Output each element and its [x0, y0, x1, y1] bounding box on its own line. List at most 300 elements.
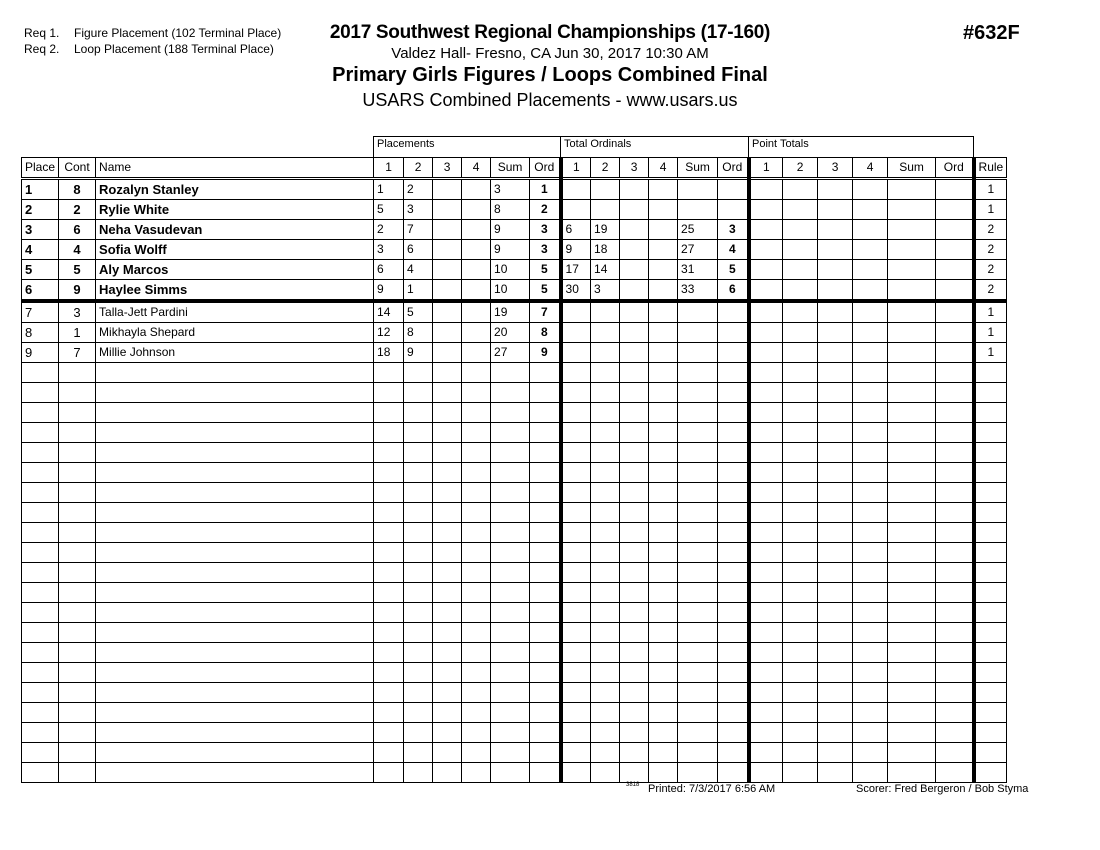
ordinal-judge-3 — [620, 743, 649, 763]
points-judge-4 — [853, 723, 888, 743]
ordinal-ord-cell — [718, 663, 749, 683]
points-judge-1 — [749, 179, 783, 200]
ordinal-judge-2 — [591, 663, 620, 683]
placement-judge-1: 2 — [374, 220, 404, 240]
place-cell: 3 — [22, 220, 59, 240]
ordinal-judge-4 — [649, 383, 678, 403]
ordinal-judge-2 — [591, 623, 620, 643]
placement-judge-4 — [462, 483, 491, 503]
placement-judge-3 — [433, 403, 462, 423]
placement-ord-cell — [530, 583, 561, 603]
empty-row — [22, 743, 1007, 763]
empty-row — [22, 483, 1007, 503]
printed-timestamp: Printed: 7/3/2017 6:56 AM — [648, 783, 776, 795]
points-judge-4 — [853, 423, 888, 443]
placement-sum-cell: 9 — [491, 240, 530, 260]
points-judge-1 — [749, 503, 783, 523]
placement-sum-cell: 8 — [491, 200, 530, 220]
points-sum-cell — [888, 723, 936, 743]
ordinal-judge-3 — [620, 663, 649, 683]
placement-ord-cell: 2 — [530, 200, 561, 220]
rule-cell — [974, 463, 1007, 483]
points-sum-cell — [888, 443, 936, 463]
placement-judge-3 — [433, 200, 462, 220]
placement-judge-1 — [374, 503, 404, 523]
ordinal-ord-cell — [718, 423, 749, 443]
points-sum-cell — [888, 503, 936, 523]
ordinal-judge-3 — [620, 523, 649, 543]
placement-judge-3 — [433, 323, 462, 343]
ordinal-ord-cell — [718, 743, 749, 763]
placement-ord-cell — [530, 763, 561, 783]
ordinal-judge-4 — [649, 703, 678, 723]
points-judge-1 — [749, 200, 783, 220]
placement-judge-4 — [462, 260, 491, 280]
ordinal-sum-cell — [678, 483, 718, 503]
placement-judge-2 — [404, 543, 433, 563]
points-ord-cell — [936, 543, 974, 563]
group-total-ordinals: Total Ordinals — [561, 137, 749, 158]
table-row — [22, 343, 1007, 363]
ordinal-sum-cell — [678, 543, 718, 563]
placement-judge-4 — [462, 443, 491, 463]
placement-judge-4 — [462, 463, 491, 483]
placement-judge-4 — [462, 683, 491, 703]
points-sum-cell — [888, 260, 936, 280]
col-points-ord: Ord — [936, 158, 974, 179]
rule-cell — [974, 663, 1007, 683]
name-cell — [96, 683, 374, 703]
placement-judge-1: 5 — [374, 200, 404, 220]
col-placement-4: 4 — [462, 158, 491, 179]
placement-judge-3 — [433, 463, 462, 483]
points-judge-4 — [853, 643, 888, 663]
placement-judge-3 — [433, 240, 462, 260]
rule-cell — [974, 623, 1007, 643]
placement-ord-cell — [530, 563, 561, 583]
rule-cell — [974, 743, 1007, 763]
placement-ord-cell — [530, 463, 561, 483]
ordinal-ord-cell — [718, 723, 749, 743]
ordinal-sum-cell — [678, 301, 718, 323]
points-judge-2 — [783, 260, 818, 280]
placement-sum-cell: 9 — [491, 220, 530, 240]
placement-judge-3 — [433, 343, 462, 363]
points-ord-cell — [936, 423, 974, 443]
ordinal-judge-1 — [561, 723, 591, 743]
placement-judge-4 — [462, 623, 491, 643]
ordinal-sum-cell: 33 — [678, 280, 718, 302]
placement-judge-1 — [374, 643, 404, 663]
placement-judge-1: 14 — [374, 301, 404, 323]
col-rule: Rule — [974, 158, 1007, 179]
rule-cell — [974, 643, 1007, 663]
cont-cell — [59, 463, 96, 483]
ordinal-judge-4 — [649, 623, 678, 643]
ordinal-sum-cell: 27 — [678, 240, 718, 260]
placement-judge-3 — [433, 301, 462, 323]
ordinal-sum-cell — [678, 603, 718, 623]
placement-sum-cell — [491, 383, 530, 403]
ordinal-judge-1 — [561, 743, 591, 763]
points-judge-2 — [783, 403, 818, 423]
points-judge-3 — [818, 563, 853, 583]
placement-judge-3 — [433, 280, 462, 302]
ordinal-judge-4 — [649, 683, 678, 703]
points-sum-cell — [888, 463, 936, 483]
points-judge-2 — [783, 583, 818, 603]
ordinal-ord-cell — [718, 563, 749, 583]
requirement-label: Req 2. — [24, 42, 60, 56]
cont-cell — [59, 583, 96, 603]
placement-ord-cell — [530, 383, 561, 403]
points-judge-4 — [853, 403, 888, 423]
place-cell — [22, 503, 59, 523]
ordinal-judge-2 — [591, 363, 620, 383]
rule-cell: 1 — [974, 343, 1007, 363]
rule-cell: 2 — [974, 280, 1007, 302]
ordinal-sum-cell — [678, 200, 718, 220]
ordinal-judge-1: 6 — [561, 220, 591, 240]
points-sum-cell — [888, 563, 936, 583]
placement-judge-2 — [404, 403, 433, 423]
placement-judge-3 — [433, 623, 462, 643]
placement-judge-4 — [462, 523, 491, 543]
points-judge-3 — [818, 523, 853, 543]
placement-judge-1 — [374, 363, 404, 383]
points-ord-cell — [936, 383, 974, 403]
ordinal-judge-1 — [561, 503, 591, 523]
points-judge-3 — [818, 260, 853, 280]
points-judge-3 — [818, 723, 853, 743]
col-points-2: 2 — [783, 158, 818, 179]
points-ord-cell — [936, 683, 974, 703]
name-cell: Millie Johnson — [96, 343, 374, 363]
placement-sum-cell — [491, 743, 530, 763]
placement-sum-cell — [491, 723, 530, 743]
ordinal-judge-4 — [649, 443, 678, 463]
name-cell — [96, 563, 374, 583]
placement-judge-2 — [404, 463, 433, 483]
ordinal-judge-2 — [591, 179, 620, 200]
points-judge-3 — [818, 179, 853, 200]
placement-judge-4 — [462, 663, 491, 683]
ordinal-sum-cell — [678, 583, 718, 603]
rule-cell — [974, 603, 1007, 623]
placement-judge-2 — [404, 583, 433, 603]
placement-sum-cell — [491, 483, 530, 503]
ordinal-ord-cell: 5 — [718, 260, 749, 280]
points-judge-1 — [749, 301, 783, 323]
ordinal-sum-cell — [678, 343, 718, 363]
ordinal-judge-1 — [561, 523, 591, 543]
place-cell — [22, 543, 59, 563]
ordinal-judge-1 — [561, 703, 591, 723]
col-placement-sum: Sum — [491, 158, 530, 179]
points-judge-3 — [818, 583, 853, 603]
ordinal-judge-1 — [561, 683, 591, 703]
points-judge-4 — [853, 503, 888, 523]
name-cell — [96, 483, 374, 503]
ordinal-judge-2 — [591, 643, 620, 663]
ordinal-judge-2 — [591, 583, 620, 603]
col-ordinal-3: 3 — [620, 158, 649, 179]
placement-judge-1 — [374, 523, 404, 543]
empty-row — [22, 763, 1007, 783]
table-row — [22, 179, 1007, 200]
ordinal-judge-3 — [620, 260, 649, 280]
points-judge-3 — [818, 603, 853, 623]
ordinal-judge-1 — [561, 463, 591, 483]
points-judge-3 — [818, 200, 853, 220]
event-number: #632F — [963, 22, 1020, 44]
rule-cell: 2 — [974, 220, 1007, 240]
placement-judge-2 — [404, 563, 433, 583]
table-row — [22, 260, 1007, 280]
ordinal-judge-1 — [561, 763, 591, 783]
ordinal-judge-3 — [620, 563, 649, 583]
placement-judge-4 — [462, 563, 491, 583]
points-sum-cell — [888, 301, 936, 323]
col-ordinal-sum: Sum — [678, 158, 718, 179]
cont-cell — [59, 483, 96, 503]
points-judge-2 — [783, 723, 818, 743]
place-cell — [22, 523, 59, 543]
name-cell — [96, 383, 374, 403]
cont-cell: 4 — [59, 240, 96, 260]
points-judge-2 — [783, 463, 818, 483]
placement-judge-2 — [404, 683, 433, 703]
name-cell — [96, 583, 374, 603]
placement-judge-2 — [404, 423, 433, 443]
points-judge-2 — [783, 301, 818, 323]
points-ord-cell — [936, 663, 974, 683]
placement-judge-4 — [462, 343, 491, 363]
points-judge-3 — [818, 743, 853, 763]
placement-ord-cell: 1 — [530, 179, 561, 200]
placement-judge-1: 1 — [374, 179, 404, 200]
table-row — [22, 280, 1007, 302]
placement-judge-3 — [433, 603, 462, 623]
points-judge-4 — [853, 483, 888, 503]
place-cell — [22, 443, 59, 463]
ordinal-judge-4 — [649, 483, 678, 503]
points-judge-1 — [749, 643, 783, 663]
points-judge-2 — [783, 240, 818, 260]
name-cell — [96, 543, 374, 563]
ordinal-ord-cell — [718, 703, 749, 723]
place-cell — [22, 483, 59, 503]
ordinal-judge-4 — [649, 603, 678, 623]
points-ord-cell — [936, 583, 974, 603]
place-cell — [22, 383, 59, 403]
ordinal-ord-cell — [718, 483, 749, 503]
ordinal-judge-1 — [561, 663, 591, 683]
points-ord-cell — [936, 563, 974, 583]
points-judge-3 — [818, 240, 853, 260]
placement-ord-cell — [530, 543, 561, 563]
empty-row — [22, 623, 1007, 643]
ordinal-ord-cell — [718, 543, 749, 563]
points-sum-cell — [888, 643, 936, 663]
col-ordinal-1: 1 — [561, 158, 591, 179]
points-judge-1 — [749, 403, 783, 423]
placement-judge-2: 5 — [404, 301, 433, 323]
ordinal-judge-4 — [649, 723, 678, 743]
points-sum-cell — [888, 583, 936, 603]
ordinal-judge-4 — [649, 363, 678, 383]
ordinal-judge-4 — [649, 323, 678, 343]
ordinal-judge-2 — [591, 563, 620, 583]
placement-judge-4 — [462, 240, 491, 260]
placement-judge-3 — [433, 543, 462, 563]
ordinal-ord-cell — [718, 503, 749, 523]
placement-judge-3 — [433, 483, 462, 503]
cont-cell: 3 — [59, 301, 96, 323]
points-judge-2 — [783, 483, 818, 503]
name-cell — [96, 503, 374, 523]
empty-row — [22, 443, 1007, 463]
place-cell: 6 — [22, 280, 59, 302]
empty-row — [22, 363, 1007, 383]
placement-judge-2 — [404, 723, 433, 743]
empty-row — [22, 723, 1007, 743]
placement-ord-cell — [530, 403, 561, 423]
points-sum-cell — [888, 623, 936, 643]
event-title: Primary Girls Figures / Loops Combined Final — [332, 64, 768, 86]
scorer: Scorer: Fred Bergeron / Bob Styma — [856, 783, 1029, 795]
ordinal-judge-2 — [591, 703, 620, 723]
rule-cell — [974, 583, 1007, 603]
group-header-row — [22, 137, 1007, 158]
cont-cell — [59, 403, 96, 423]
placement-ord-cell: 7 — [530, 301, 561, 323]
empty-row — [22, 563, 1007, 583]
placement-judge-4 — [462, 703, 491, 723]
placement-ord-cell: 8 — [530, 323, 561, 343]
points-judge-2 — [783, 363, 818, 383]
points-sum-cell — [888, 363, 936, 383]
placement-judge-3 — [433, 423, 462, 443]
points-judge-4 — [853, 220, 888, 240]
points-ord-cell — [936, 200, 974, 220]
ordinal-judge-2 — [591, 683, 620, 703]
points-judge-1 — [749, 323, 783, 343]
points-judge-4 — [853, 623, 888, 643]
placement-judge-2: 1 — [404, 280, 433, 302]
points-ord-cell — [936, 179, 974, 200]
cont-cell: 6 — [59, 220, 96, 240]
points-ord-cell — [936, 763, 974, 783]
points-judge-1 — [749, 343, 783, 363]
points-judge-3 — [818, 403, 853, 423]
ordinal-judge-1 — [561, 443, 591, 463]
name-cell — [96, 463, 374, 483]
empty-row — [22, 583, 1007, 603]
points-ord-cell — [936, 703, 974, 723]
place-cell — [22, 723, 59, 743]
points-judge-4 — [853, 260, 888, 280]
ordinal-judge-2 — [591, 503, 620, 523]
ordinal-judge-4 — [649, 200, 678, 220]
points-judge-1 — [749, 443, 783, 463]
placement-judge-1 — [374, 703, 404, 723]
col-points-4: 4 — [853, 158, 888, 179]
cont-cell — [59, 663, 96, 683]
ordinal-judge-3 — [620, 583, 649, 603]
placement-judge-2 — [404, 383, 433, 403]
placement-ord-cell: 5 — [530, 260, 561, 280]
cont-cell — [59, 643, 96, 663]
placement-judge-4 — [462, 200, 491, 220]
ordinal-sum-cell — [678, 179, 718, 200]
placement-sum-cell — [491, 403, 530, 423]
name-cell — [96, 743, 374, 763]
rule-cell — [974, 483, 1007, 503]
cont-cell: 8 — [59, 179, 96, 200]
placement-judge-1 — [374, 463, 404, 483]
cont-cell — [59, 523, 96, 543]
points-sum-cell — [888, 220, 936, 240]
points-judge-2 — [783, 503, 818, 523]
ordinal-judge-2 — [591, 343, 620, 363]
points-judge-3 — [818, 623, 853, 643]
ordinal-ord-cell — [718, 343, 749, 363]
ordinal-sum-cell — [678, 723, 718, 743]
points-judge-2 — [783, 323, 818, 343]
ordinal-ord-cell — [718, 403, 749, 423]
placement-sum-cell: 10 — [491, 280, 530, 302]
points-sum-cell — [888, 743, 936, 763]
placement-judge-1: 18 — [374, 343, 404, 363]
ordinal-sum-cell — [678, 463, 718, 483]
ordinal-judge-3 — [620, 503, 649, 523]
placement-judge-3 — [433, 703, 462, 723]
ordinal-judge-1 — [561, 643, 591, 663]
ordinal-judge-2 — [591, 200, 620, 220]
points-ord-cell — [936, 723, 974, 743]
ordinal-judge-3 — [620, 703, 649, 723]
placement-sum-cell — [491, 603, 530, 623]
name-cell: Rozalyn Stanley — [96, 179, 374, 200]
points-judge-3 — [818, 343, 853, 363]
points-judge-4 — [853, 463, 888, 483]
points-sum-cell — [888, 200, 936, 220]
ordinal-judge-1 — [561, 623, 591, 643]
rule-cell: 1 — [974, 179, 1007, 200]
cont-cell: 2 — [59, 200, 96, 220]
points-judge-3 — [818, 663, 853, 683]
placement-sum-cell — [491, 623, 530, 643]
placement-ord-cell: 5 — [530, 280, 561, 302]
rule-cell: 1 — [974, 301, 1007, 323]
placement-judge-4 — [462, 723, 491, 743]
empty-row — [22, 423, 1007, 443]
placement-judge-3 — [433, 363, 462, 383]
ordinal-judge-3 — [620, 220, 649, 240]
ordinal-judge-4 — [649, 260, 678, 280]
points-ord-cell — [936, 323, 974, 343]
placement-ord-cell — [530, 503, 561, 523]
points-sum-cell — [888, 603, 936, 623]
placement-judge-2 — [404, 763, 433, 783]
empty-row — [22, 503, 1007, 523]
placement-judge-2: 4 — [404, 260, 433, 280]
ordinal-judge-2 — [591, 543, 620, 563]
placement-ord-cell — [530, 663, 561, 683]
group-placements: Placements — [374, 137, 561, 158]
points-judge-4 — [853, 683, 888, 703]
